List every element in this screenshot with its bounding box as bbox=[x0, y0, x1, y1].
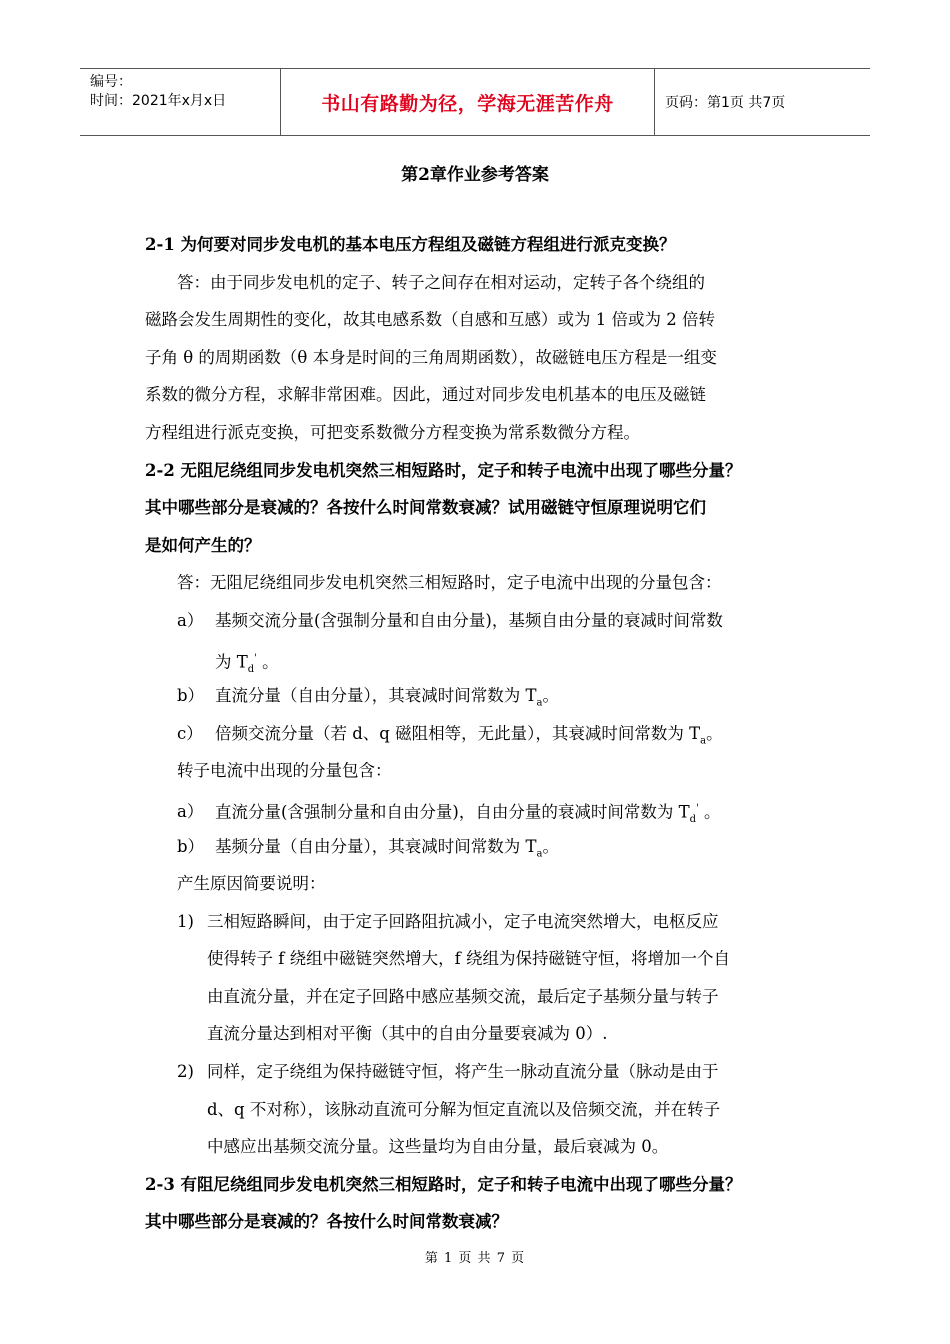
question-2-2: 是如何产生的？ bbox=[145, 535, 261, 555]
rotor-intro: 转子电流中出现的分量包含： bbox=[177, 761, 392, 781]
number-label: 编号： bbox=[90, 74, 132, 90]
document-body bbox=[145, 226, 815, 1241]
header-left-cell bbox=[80, 69, 280, 135]
answer-line: 子角 θ 的周期函数（θ 本身是时间的三角周期函数），故磁链电压方程是一组变 bbox=[145, 347, 717, 367]
question-2-2: 2-2 无阻尼绕组同步发电机突然三相短路时，定子和转子电流中出现了哪些分量？ bbox=[145, 460, 742, 480]
list-item: b） 直流分量（自由分量），其衰减时间常数为 $T_a$。 bbox=[177, 686, 559, 709]
reason-item: 2) 同样，定子绕组为保持磁链守恒，将产生一脉动直流分量（脉动是由于 bbox=[177, 1062, 719, 1082]
answer-line: 磁路会发生周期性的变化，故其电感系数（自感和互感）或为 1 倍或为 2 倍转 bbox=[145, 310, 715, 330]
page-footer: 第 1 页 共 7 页 bbox=[424, 1251, 526, 1266]
reason-item-cont: 直流分量达到相对平衡（其中的自由分量要衰减为 0）. bbox=[207, 1024, 608, 1044]
list-item: a） 直流分量(含强制分量和自由分量)，自由分量的衰减时间常数为 $T_d'$ 。 bbox=[177, 802, 721, 825]
reason-item-cont: 由直流分量，并在定子回路中感应基频交流，最后定子基频分量与转子 bbox=[207, 986, 719, 1006]
date-label: 时间：2021年x月x日 bbox=[90, 93, 227, 109]
answer-line: 系数的微分方程，求解非常困难。因此，通过对同步发电机基本的电压及磁链 bbox=[145, 385, 706, 405]
reason-intro: 产生原因简要说明： bbox=[177, 874, 326, 894]
reason-item: 1) 三相短路瞬间，由于定子回路阻抗减小，定子电流突然增大，电枢反应 bbox=[177, 911, 719, 931]
answer-line: 答：由于同步发电机的定子、转子之间存在相对运动，定转子各个绕组的 bbox=[177, 272, 705, 292]
reason-item-cont: d、q 不对称），该脉动直流可分解为恒定直流以及倍频交流，并在转子 bbox=[207, 1099, 721, 1119]
list-item: a） 基频交流分量(含强制分量和自由分量)，基频自由分量的衰减时间常数 bbox=[177, 610, 723, 630]
list-item-cont: 为 $T_d'$ 。 bbox=[215, 652, 279, 675]
question-2-2: 其中哪些部分是衰减的？各按什么时间常数衰减？试用磁链守恒原理说明它们 bbox=[145, 498, 706, 518]
header-table bbox=[80, 68, 870, 136]
answer-intro: 答：无阻尼绕组同步发电机突然三相短路时，定子电流中出现的分量包含： bbox=[177, 573, 722, 593]
page-info: 页码：第1页 共7页 bbox=[665, 95, 786, 111]
reason-item-cont: 使得转子 f 绕组中磁链突然增大，f 绕组为保持磁链守恒，将增加一个自 bbox=[207, 949, 730, 969]
document-title: 第2章作业参考答案 bbox=[401, 165, 549, 185]
question-2-3: 2-3 有阻尼绕组同步发电机突然三相短路时，定子和转子电流中出现了哪些分量？ bbox=[145, 1174, 742, 1194]
reason-item-cont: 中感应出基频交流分量。这些量均为自由分量，最后衰减为 0。 bbox=[207, 1137, 669, 1157]
motto: 书山有路勤为径，学海无涯苦作舟 bbox=[280, 69, 655, 135]
question-2-1: 2-1 为何要对同步发电机的基本电压方程组及磁链方程组进行派克变换？ bbox=[145, 235, 676, 254]
list-item: c） 倍频交流分量（若 d、q 磁阻相等，无此量），其衰减时间常数为 $T_a$。 bbox=[177, 723, 723, 747]
list-item: b） 基频分量（自由分量），其衰减时间常数为 $T_a$。 bbox=[177, 836, 559, 859]
question-2-3: 其中哪些部分是衰减的？各按什么时间常数衰减？ bbox=[145, 1212, 508, 1232]
answer-line: 方程组进行派克变换，可把变系数微分方程变换为常系数微分方程。 bbox=[145, 422, 640, 442]
